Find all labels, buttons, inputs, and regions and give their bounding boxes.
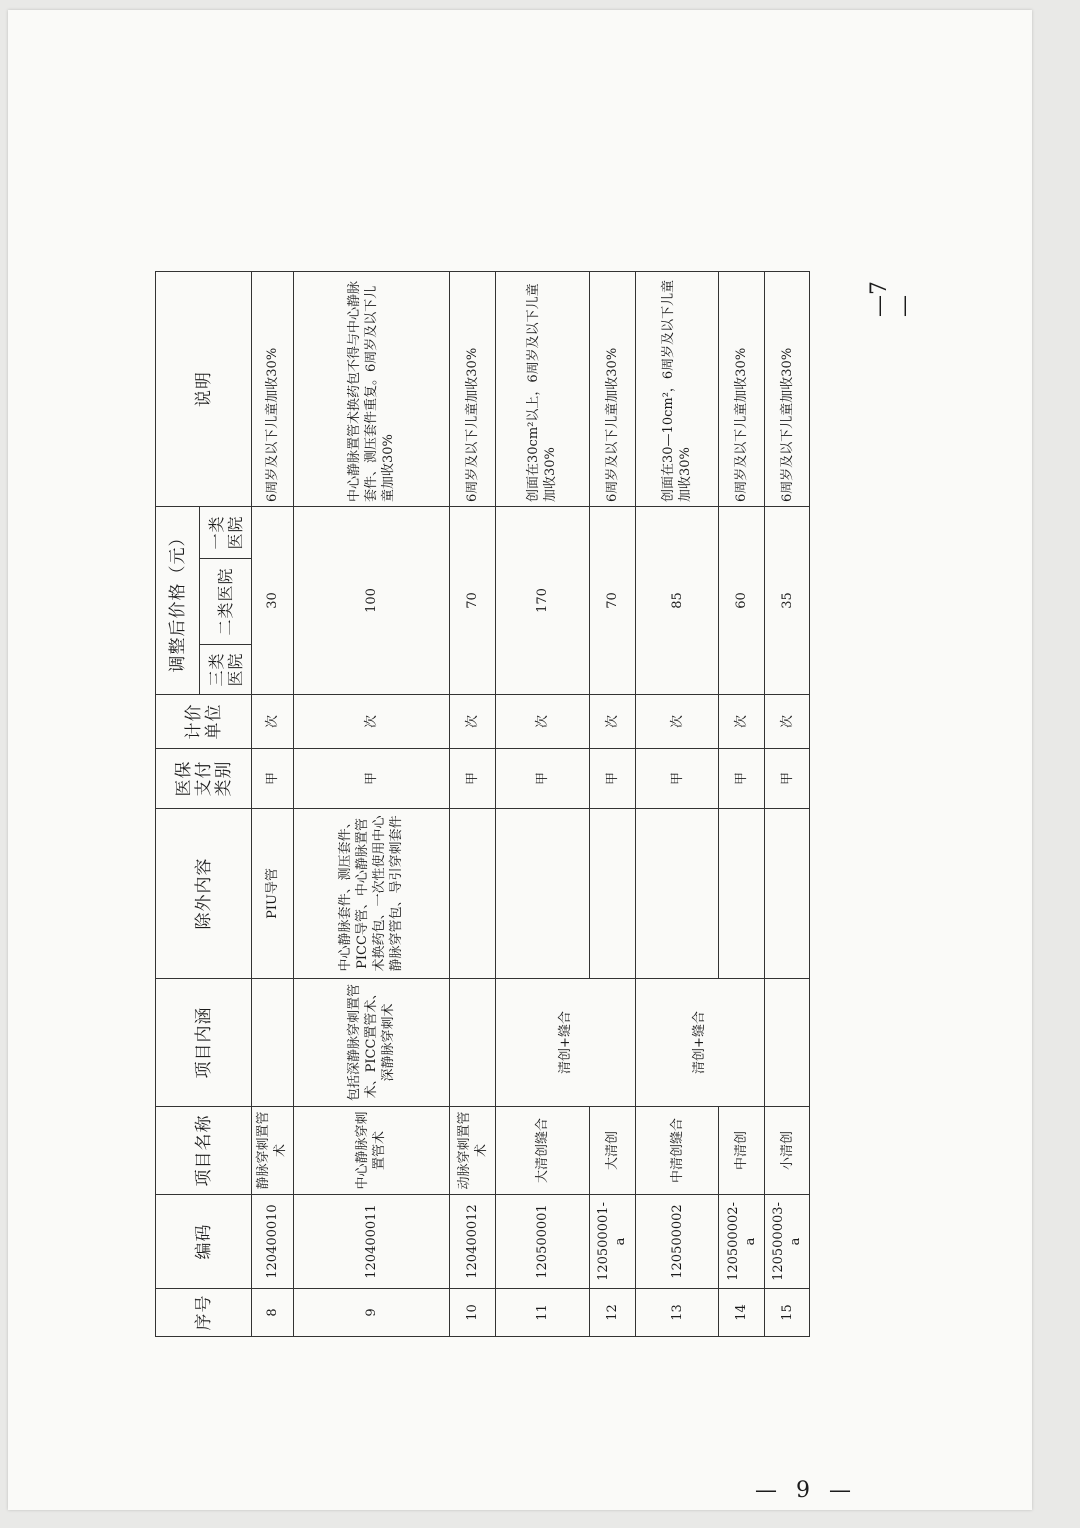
table-row [635, 272, 718, 1337]
cell-name: 大清创 [589, 1107, 635, 1195]
cell-code: 120500002 [635, 1195, 718, 1289]
cell-insurance: 甲 [450, 749, 496, 809]
cell-unit: 次 [450, 695, 496, 749]
cell-insurance: 甲 [635, 749, 718, 809]
cell-price: 170 [496, 507, 590, 695]
cell-price: 30 [252, 507, 294, 695]
rotated-page-number: —7— [867, 281, 917, 317]
cell-price: 60 [719, 507, 765, 695]
cell-connotation: 包括深静脉穿刺置管术、PICC置管术、深静脉穿刺术 [293, 979, 449, 1107]
cell-seq: 11 [496, 1289, 590, 1337]
cell-seq: 14 [719, 1289, 765, 1337]
cell-insurance: 甲 [293, 749, 449, 809]
cell-name: 动脉穿刺置管术 [450, 1107, 496, 1195]
cell-price: 85 [635, 507, 718, 695]
price-table [155, 271, 810, 1337]
cell-note: 创面在30—10cm²，6周岁及以下儿童加收30% [635, 272, 718, 507]
cell-code: 120400011 [293, 1195, 449, 1289]
table-row [765, 272, 810, 1337]
cell-unit: 次 [765, 695, 810, 749]
cell-price: 100 [293, 507, 449, 695]
cell-code: 120500002-a [719, 1195, 765, 1289]
cell-excluded [589, 809, 635, 979]
cell-name: 静脉穿刺置管术 [252, 1107, 294, 1195]
cell-price: 70 [589, 507, 635, 695]
cell-note: 6周岁及以下儿童加收30% [589, 272, 635, 507]
rotated-table-area [155, 272, 810, 1337]
cell-excluded [765, 809, 810, 979]
cell-price: 70 [450, 507, 496, 695]
table-row [450, 272, 496, 1337]
cell-excluded: 中心静脉套件、测压套件、PICC导管、中心静脉置管术换药包、一次性使用中心静脉穿管包、导引穿刺套件 [293, 809, 449, 979]
cell-code: 120500001 [496, 1195, 590, 1289]
cell-name: 小清创 [765, 1107, 810, 1195]
cell-insurance: 甲 [496, 749, 590, 809]
cell-unit: 次 [635, 695, 718, 749]
cell-code: 120500001-a [589, 1195, 635, 1289]
cell-seq: 13 [635, 1289, 718, 1337]
cell-unit: 次 [252, 695, 294, 749]
cell-note: 6周岁及以下儿童加收30% [450, 272, 496, 507]
cell-name: 中清创缝合 [635, 1107, 718, 1195]
cell-note: 创面在30cm²以上，6周岁及以下儿童加收30% [496, 272, 590, 507]
cell-excluded [450, 809, 496, 979]
table-row [589, 272, 635, 1337]
cell-excluded [719, 809, 765, 979]
cell-seq: 15 [765, 1289, 810, 1337]
cell-unit: 次 [496, 695, 590, 749]
header-class3: 三类医院 [200, 645, 252, 695]
header-insurance: 医保支付类别 [156, 749, 252, 809]
header-name: 项目名称 [156, 1107, 252, 1195]
cell-code: 120500003-a [765, 1195, 810, 1289]
cell-excluded [635, 809, 718, 979]
cell-seq: 10 [450, 1289, 496, 1337]
header-code: 编码 [156, 1195, 252, 1289]
cell-connotation: 清创+缝合 [496, 979, 636, 1107]
cell-connotation [765, 979, 810, 1107]
cell-price: 35 [765, 507, 810, 695]
cell-unit: 次 [589, 695, 635, 749]
cell-connotation [450, 979, 496, 1107]
cell-seq: 12 [589, 1289, 635, 1337]
cell-connotation: 清创+缝合 [635, 979, 764, 1107]
header-seq: 序号 [156, 1289, 252, 1337]
cell-seq: 8 [252, 1289, 294, 1337]
cell-connotation [252, 979, 294, 1107]
cell-note: 6周岁及以下儿童加收30% [252, 272, 294, 507]
cell-unit: 次 [719, 695, 765, 749]
cell-note: 中心静脉置管术换药包不得与中心静脉套件、测压套件重复。6周岁及以下儿童加收30% [293, 272, 449, 507]
cell-name: 中清创 [719, 1107, 765, 1195]
cell-insurance: 甲 [252, 749, 294, 809]
table-row [496, 272, 590, 1337]
header-unit: 计价单位 [156, 695, 252, 749]
cell-insurance: 甲 [589, 749, 635, 809]
cell-unit: 次 [293, 695, 449, 749]
cell-excluded [496, 809, 590, 979]
header-connotation: 项目内涵 [156, 979, 252, 1107]
cell-excluded: PIU导管 [252, 809, 294, 979]
table-row [719, 272, 765, 1337]
cell-note: 6周岁及以下儿童加收30% [765, 272, 810, 507]
header-excluded: 除外内容 [156, 809, 252, 979]
cell-seq: 9 [293, 1289, 449, 1337]
cell-insurance: 甲 [719, 749, 765, 809]
cell-code: 120400012 [450, 1195, 496, 1289]
cell-name: 中心静脉穿刺置管术 [293, 1107, 449, 1195]
header-class1: 一类医院 [200, 507, 252, 559]
page-number: — 9 — [755, 1478, 857, 1503]
cell-insurance: 甲 [765, 749, 810, 809]
header-class2: 二类医院 [200, 559, 252, 645]
table-row [293, 272, 449, 1337]
cell-note: 6周岁及以下儿童加收30% [719, 272, 765, 507]
header-note: 说明 [156, 272, 252, 507]
cell-name: 大清创缝合 [496, 1107, 590, 1195]
cell-code: 120400010 [252, 1195, 294, 1289]
header-adjusted-price: 调整后价格（元） [156, 507, 200, 695]
table-row [252, 272, 294, 1337]
